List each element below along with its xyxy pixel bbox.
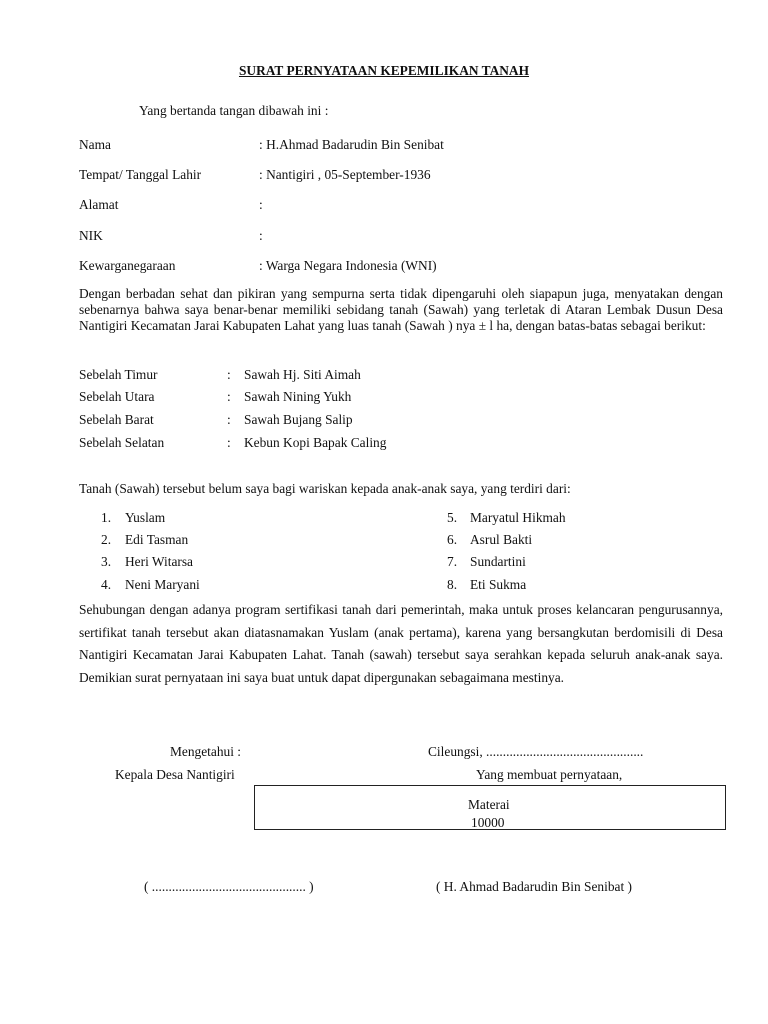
- border-value-west: Sawah Bujang Salip: [244, 412, 353, 427]
- identity-label-citizenship: Kewarganegaraan: [79, 258, 176, 273]
- heir-number: 7.: [447, 554, 458, 569]
- heir-number: 2.: [101, 532, 112, 547]
- heir-name: Sundartini: [470, 554, 526, 569]
- identity-label-name: Nama: [79, 137, 111, 152]
- border-label-east: Sebelah Timur: [79, 367, 158, 382]
- heir-name: Yuslam: [125, 510, 166, 525]
- place-date-line: Cileungsi, ...............................................: [428, 744, 644, 759]
- border-colon-south: :: [227, 435, 231, 450]
- border-label-west: Sebelah Barat: [79, 412, 154, 427]
- identity-value-name: : H.Ahmad Badarudin Bin Senibat: [259, 137, 444, 152]
- heir-number: 1.: [101, 510, 112, 525]
- border-value-south: Kebun Kopi Bapak Caling: [244, 435, 387, 450]
- border-colon-north: :: [227, 389, 231, 404]
- border-value-east: Sawah Hj. Siti Aimah: [244, 367, 361, 382]
- border-value-north: Sawah Nining Yukh: [244, 389, 352, 404]
- heir-name: Heri Witarsa: [125, 554, 193, 569]
- closing-paragraph: Sehubungan dengan adanya program sertifikasi tanah dari pemerintah, maka untuk proses kelancaran pengurusannya, sertifikat tanah tersebut akan diatasnamakan Yuslam (anak pertama), karena yang bersangkutan berdomisili di Desa Nantigiri Kecamatan Jarai Kabupaten Lahat. Tanah (sawah) tersebut saya serahkan kepada seluruh anak-anak saya. Demikian surat pernyataan ini saya buat untuk dapat dipergunakan sebagaimana mestinya.: [79, 602, 723, 685]
- heir-name: Asrul Bakti: [470, 532, 533, 547]
- heir-name: Neni Maryani: [125, 577, 200, 592]
- letter-title: SURAT PERNYATAAN KEPEMILIKAN TANAH: [238, 63, 530, 78]
- statement-maker-title: Yang membuat pernyataan,: [476, 767, 623, 782]
- stamp-duty-label: Materai: [468, 797, 510, 812]
- maker-signature-name: ( H. Ahmad Badarudin Bin Senibat ): [436, 879, 632, 894]
- heirs-intro: Tanah (Sawah) tersebut belum saya bagi wariskan kepada anak-anak saya, yang terdiri dari:: [79, 481, 571, 496]
- border-colon-west: :: [227, 412, 231, 427]
- heir-number: 5.: [447, 510, 458, 525]
- identity-value-birth: : Nantigiri , 05-September-1936: [259, 167, 431, 182]
- statement-paragraph: Dengan berbadan sehat dan pikiran yang sempurna serta tidak dipengaruhi oleh siapapun juga, menyatakan dengan sebenarnya bahwa saya benar-benar memiliki sebidang tanah (Sawah) yang terletak di Ataran Lembak Dusun Desa Nantigiri Kecamatan Jarai Kabupaten Lahat yang luas tanah (Sawah ) nya ± l ha, dengan batas-batas sebagai berikut:: [79, 286, 723, 333]
- heir-number: 8.: [447, 577, 458, 592]
- border-colon-east: :: [227, 367, 231, 382]
- village-head-signature-line: ( .............................................. ): [144, 879, 314, 894]
- border-label-north: Sebelah Utara: [79, 389, 155, 404]
- identity-label-address: Alamat: [79, 197, 119, 212]
- heir-number: 3.: [101, 554, 112, 569]
- identity-label-nik: NIK: [79, 228, 103, 243]
- heir-name: Maryatul Hikmah: [470, 510, 566, 525]
- heir-name: Eti Sukma: [470, 577, 527, 592]
- identity-label-birth: Tempat/ Tanggal Lahir: [79, 167, 202, 182]
- village-head-title: Kepala Desa Nantigiri: [115, 767, 235, 782]
- identity-value-nik: :: [259, 228, 263, 243]
- acknowledged-label: Mengetahui :: [170, 744, 242, 759]
- stamp-duty-amount: 10000: [471, 815, 505, 830]
- heir-number: 6.: [447, 532, 458, 547]
- heir-name: Edi Tasman: [125, 532, 189, 547]
- heir-number: 4.: [101, 577, 112, 592]
- intro-text: Yang bertanda tangan dibawah ini :: [139, 103, 329, 118]
- identity-value-citizenship: : Warga Negara Indonesia (WNI): [259, 258, 437, 273]
- border-label-south: Sebelah Selatan: [79, 435, 165, 450]
- identity-value-address: :: [259, 197, 263, 212]
